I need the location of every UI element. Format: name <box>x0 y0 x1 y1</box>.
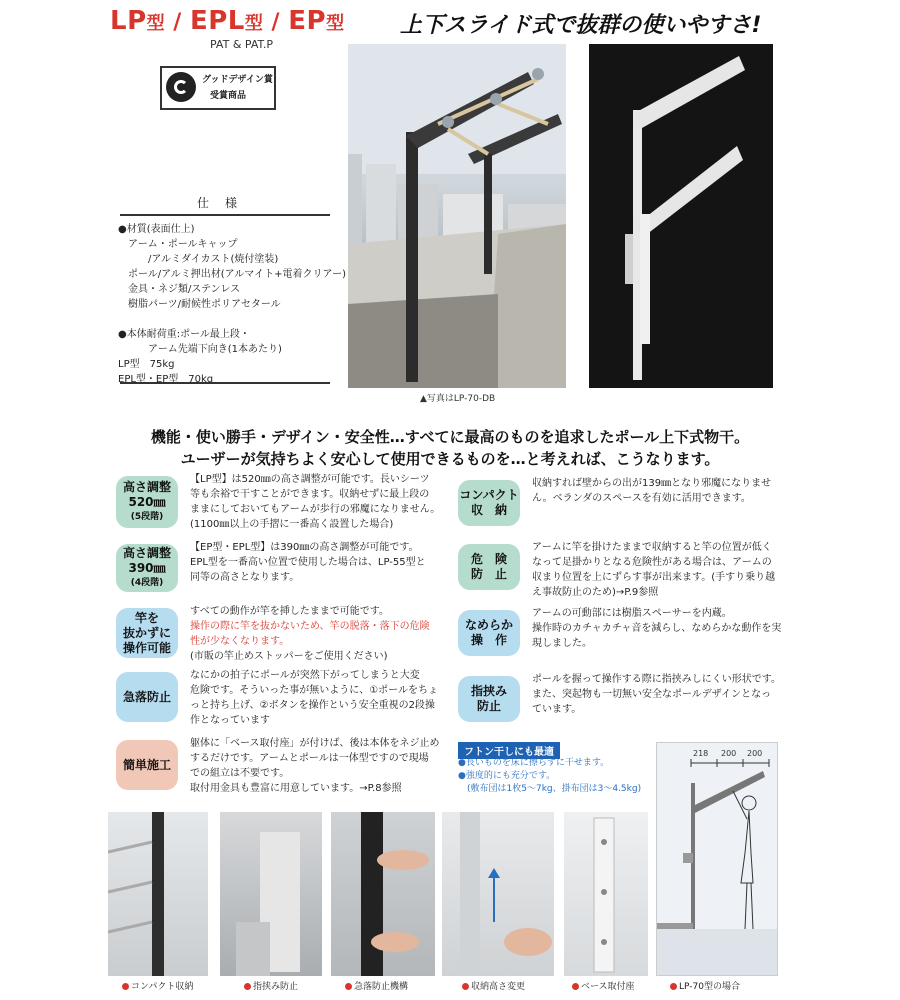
tagline: 上下スライド式で抜群の使いやすさ! <box>400 13 762 38</box>
feature-text-line: 等も余裕で干すことができます。収納せずに最上段の <box>190 489 430 500</box>
thumb-finger-pinch <box>220 812 322 976</box>
feature-text <box>532 606 781 651</box>
feature-text-line: 【EP型・EPL型】は390㎜の高さ調整が可能です。 <box>190 542 419 553</box>
spec-divider <box>120 382 330 384</box>
headline-line1: 機能・使い勝手・デザイン・安全性…すべてに最高のものを追求したポール上下式物干。 <box>150 428 750 446</box>
award-line1: グッドデザイン賞 <box>202 75 273 85</box>
installation-diagram <box>656 742 778 976</box>
spec-line: アーム・ポールキャップ <box>118 239 238 250</box>
feature-text <box>532 540 775 600</box>
thumb-height-change <box>442 812 554 976</box>
feature-text <box>190 472 440 532</box>
thumb-caption: ベース取付座 <box>572 979 635 992</box>
thumb-caption: 急落防止機構 <box>345 979 408 992</box>
feature-text <box>532 476 771 506</box>
feature-text <box>190 668 438 728</box>
diagram-illustration <box>657 743 777 975</box>
feature-text-line: (市販の竿止めストッパーをご使用ください) <box>190 651 388 662</box>
feature-label-line: 収 納 <box>470 503 507 517</box>
feature-text-line: え事故防止のため)→P.9参照 <box>532 587 659 598</box>
feature-label <box>458 544 520 590</box>
feature-label-line: 防 止 <box>470 567 507 581</box>
spec-line: EPL型・EP型 70kg <box>118 374 214 385</box>
feature-text <box>190 736 440 796</box>
feature-text-line: 作となっています <box>190 715 270 726</box>
dim-label: 218 <box>693 749 709 758</box>
bullet-icon <box>572 983 579 990</box>
dim-label: 200 <box>747 749 763 758</box>
spec-line: アーム先端下向き(1本あたり) <box>118 344 282 355</box>
feature-label-line: 抜かずに <box>122 625 171 640</box>
thumb-base-mount <box>564 812 648 976</box>
feature-text-line: なって足掛かりとなる危険性がある場合は、アームの <box>532 557 772 568</box>
feature-label-line: 操作可能 <box>122 640 171 655</box>
good-design-logo-icon <box>166 72 196 102</box>
feature-text-line: ポールを握って操作する際に指挟みしにくい形状です。 <box>532 674 781 685</box>
feature-label <box>458 676 520 722</box>
spec-title: 仕様 <box>120 194 330 216</box>
feature-label-line: (5段階) <box>130 511 164 522</box>
spec-line: ●本体耐荷重:ポール最上段・ <box>118 329 250 340</box>
feature-text-line: 同等の高さとなります。 <box>190 572 300 583</box>
feature-text <box>190 604 430 664</box>
thumb-drop-prevention <box>331 812 435 976</box>
spec-line: 樹脂パーツ/耐候性ポリアセタール <box>118 299 281 310</box>
feature-label-line: 高さ調整 <box>122 479 171 494</box>
feature-text-line: するだけです。アームとポールは一体型ですので現場 <box>190 753 429 764</box>
balcony-product-photo <box>348 44 566 388</box>
feature-label <box>116 544 178 592</box>
feature-text-line: アームの可動部には樹脂スペーサーを内蔵。 <box>532 608 732 619</box>
futon-line: (敷布団は1枚5〜7kg、掛布団は3〜4.5kg) <box>458 784 642 794</box>
spec-line: LP型 75kg <box>118 359 175 370</box>
award-line2: 受賞商品 <box>210 91 247 101</box>
feature-text-line: アームに竿を掛けたままで収納すると竿の位置が低く <box>532 542 772 553</box>
feature-text-line: っと持ち上げ、②ボタンを操作という安全重視の2段操 <box>190 700 435 711</box>
spec-list <box>118 222 346 387</box>
feature-label-line: 急落防止 <box>122 689 171 704</box>
title-part: / <box>263 10 289 35</box>
feature-text-line: 操作時のカチャカチャ音を減らし、なめらかな動作を実 <box>532 623 782 634</box>
feature-label <box>116 672 178 722</box>
bullet-icon <box>244 983 251 990</box>
thumb-height-illustration <box>442 812 554 976</box>
page-title <box>110 6 345 36</box>
feature-label <box>458 480 520 526</box>
feature-text-line: ています。 <box>532 704 582 715</box>
feature-text-line: EPL型を一番高い位置で使用した場合は、LP-55型と <box>190 557 426 568</box>
futon-notes <box>458 757 641 796</box>
feature-label-line: 操 作 <box>470 633 507 647</box>
feature-label-line: コンパクト <box>459 488 519 502</box>
white-product-illustration <box>589 44 773 388</box>
feature-label-line: (4段階) <box>130 577 164 588</box>
title-part: EP <box>288 6 327 36</box>
feature-label <box>116 740 178 790</box>
feature-label <box>116 608 178 658</box>
futon-line: ●強度的にも充分です。 <box>458 771 556 781</box>
feature-text-line: また、突起物も一切無い安全なポールデザインとなっ <box>532 689 772 700</box>
good-design-award-badge <box>160 66 276 110</box>
thumb-mount-illustration <box>564 812 648 976</box>
title-part: 型 <box>244 13 264 34</box>
feature-text-line: 【LP型】は520㎜の高さ調整が可能です。長いシーツ <box>190 474 430 485</box>
bullet-icon <box>122 983 129 990</box>
feature-text-line: ままにしておいてもアームが歩行の邪魔になりません。 <box>190 504 441 515</box>
thumb-caption: コンパクト収納 <box>122 979 193 992</box>
bullet-icon <box>345 983 352 990</box>
title-part: / <box>165 10 190 35</box>
white-product-photo <box>589 44 773 388</box>
feature-label-line: 指挟み <box>470 684 507 698</box>
title-part: 型 <box>326 13 345 34</box>
futon-line: ●長いものを床に擦らずに干せます。 <box>458 758 610 768</box>
feature-text <box>532 672 781 717</box>
feature-text-line: 躯体に「ベース取付座」が付けば、後は本体をネジ止め <box>190 738 440 749</box>
feature-label-line: 竿を <box>134 610 159 625</box>
thumb-compact-storage <box>108 812 208 976</box>
thumb-pinch-illustration <box>220 812 322 976</box>
title-part: 型 <box>146 13 166 34</box>
feature-label <box>458 610 520 656</box>
spec-line: ポール/アルミ押出材(アルマイト+電着クリアー) <box>118 269 347 280</box>
feature-text-line: すべての動作が竿を挿したままで可能です。 <box>190 606 389 617</box>
feature-text <box>190 540 426 585</box>
futon-banner: フトン干しにも最適 <box>458 742 560 759</box>
feature-text-line: 取付用金具も豊富に用意しています。→P.8参照 <box>190 783 402 794</box>
feature-text-line: 性が少なくなります。 <box>190 636 290 647</box>
feature-text-line: 操作の際に竿を抜かないため、竿の脱落・落下の危険 <box>190 621 430 632</box>
bullet-icon <box>462 983 469 990</box>
feature-text-line: (1100㎜以上の手摺に一番高く設置した場合) <box>190 519 394 530</box>
bullet-icon <box>670 983 677 990</box>
feature-label-line: 520㎜ <box>128 494 166 509</box>
feature-label-line: 簡単施工 <box>122 757 171 772</box>
spec-line: 金具・ネジ類/ステンレス <box>118 284 241 295</box>
feature-text-line: 収納すれば壁からの出が139㎜となり邪魔になりませ <box>532 478 772 489</box>
thumb-compact-illustration <box>108 812 208 976</box>
spec-line: ●材質(表面仕上) <box>118 224 195 235</box>
thumb-drop-illustration <box>331 812 435 976</box>
feature-text-line: 収まり位置を上にずらす事が出来ます。(手すり乗り越 <box>532 572 776 583</box>
photo-caption: ▲写真はLP-70-DB <box>420 394 496 404</box>
title-part: EPL <box>189 6 245 36</box>
feature-text-line: 危険です。そういった事が無いように、①ポールをちょ <box>190 685 438 696</box>
feature-label-line: 防止 <box>476 699 501 713</box>
feature-label <box>116 476 178 528</box>
headline-line2: ユーザーが気持ちよく安心して使用できるものを…と考えれば、こうなります。 <box>180 450 720 468</box>
thumb-caption: LP-70型の場合 <box>670 979 740 992</box>
feature-text-line: での組立は不要です。 <box>190 768 290 779</box>
feature-label-line: 危 険 <box>470 552 507 566</box>
patent-note: PAT & PAT.P <box>210 38 274 51</box>
feature-text-line: 現しました。 <box>532 638 592 649</box>
thumb-caption: 指挟み防止 <box>244 979 298 992</box>
spec-line <box>118 312 346 327</box>
feature-label-line: 390㎜ <box>128 560 166 575</box>
feature-label-line: 高さ調整 <box>122 545 171 560</box>
thumb-caption: 収納高さ変更 <box>462 979 525 992</box>
title-part: LP <box>110 6 147 36</box>
feature-text-line: ん。ベランダのスペースを有効に活用できます。 <box>532 493 751 504</box>
dim-label: 200 <box>721 749 737 758</box>
balcony-illustration <box>348 44 566 388</box>
spec-line: /アルミダイカスト(焼付塗装) <box>118 254 279 265</box>
feature-text-line: なにかの拍子にポールが突然下がってしまうと大変 <box>190 670 420 681</box>
feature-label-line: なめらか <box>464 618 513 632</box>
